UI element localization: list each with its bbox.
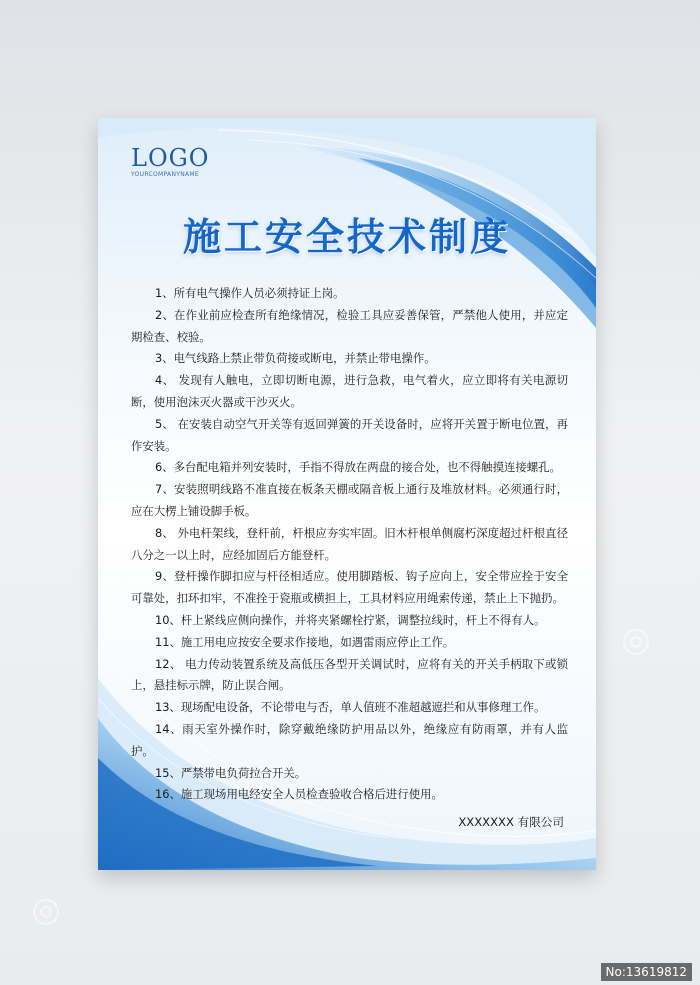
rule-item: 14、雨天室外操作时，除穿戴绝缘防护用品以外，绝缘应有防雨罩，并有人监护。 bbox=[131, 721, 568, 758]
image-number-label: No:13619812 bbox=[601, 963, 692, 981]
company-name: XXXXXXX 有限公司 bbox=[458, 815, 564, 829]
logo-text: LOGO bbox=[131, 144, 210, 172]
rules-list bbox=[131, 283, 568, 806]
rule-item: 13、现场配电设备，不论带电与否，单人值班不准超越遮拦和从事修理工作。 bbox=[155, 700, 546, 715]
rule-item: 4、 发现有人触电，立即切断电源，进行急救，电气着火，应立即将有关电源切断，使用泡沫灭火器或干沙灭火。 bbox=[131, 373, 568, 409]
rule-item: 15、严禁带电负荷拉合开关。 bbox=[155, 765, 307, 780]
rule-item: 8、 外电杆架线，登杆前，杆根应夯实牢固。旧木杆根单侧腐朽深度超过杆根直径八分之一以上时，应经加固后方能登杆。 bbox=[131, 525, 568, 562]
poster-title: 施工安全技术制度 bbox=[182, 215, 511, 259]
rule-item: 10、杆上紧线应侧向操作，并将夹紧螺栓拧紧，调整拉线时，杆上不得有人。 bbox=[155, 612, 546, 627]
logo bbox=[131, 146, 209, 178]
poster bbox=[98, 118, 596, 870]
rule-item: 11、施工用电应按安全要求作接地，如遇雷雨应停止工作。 bbox=[155, 634, 455, 649]
rule-item: 12、 电力传动装置系统及高低压各型开关调试时，应将有关的开关手柄取下或锁上，悬挂标示牌，防止误合闸。 bbox=[131, 656, 568, 693]
watermark-logo: ◎ bbox=[21, 885, 68, 935]
rule-item: 7、安装照明线路不准直接在板条天棚或隔音板上通行及堆放材料。必须通行时，应在大楞上铺设脚手板。 bbox=[131, 482, 568, 518]
rule-item: 2、在作业前应检查所有绝缘情况，检验工具应妥善保管，严禁他人使用，并应定期检查、校验。 bbox=[131, 307, 568, 344]
logo-subtitle: YOURCOMPANYNAME bbox=[131, 171, 199, 178]
rule-item: 1、所有电气操作人员必须持证上岗。 bbox=[155, 286, 345, 300]
rule-item: 16、施工现场用电经安全人员检查验收合格后进行使用。 bbox=[155, 787, 443, 802]
rule-item: 3、电气线路上禁止带负荷接或断电，并禁止带电操作。 bbox=[155, 351, 436, 366]
rule-item: 9、登杆操作脚扣应与杆径相适应。使用脚踏板、钩子应向上，安全带应拴于安全可靠处，扣环扣牢，不准拴于瓷瓶或横担上，工具材料应用绳索传递，禁止上下抛扔。 bbox=[131, 569, 568, 606]
watermark-logo: ◎ bbox=[611, 615, 658, 665]
rule-item: 5、 在安装自动空气开关等有返回弹簧的开关设备时，应将开关置于断电位置，再作安装。 bbox=[131, 416, 568, 453]
rule-item: 6、多台配电箱并列安装时，手指不得放在两盘的接合处，也不得触摸连接螺孔。 bbox=[155, 460, 561, 475]
